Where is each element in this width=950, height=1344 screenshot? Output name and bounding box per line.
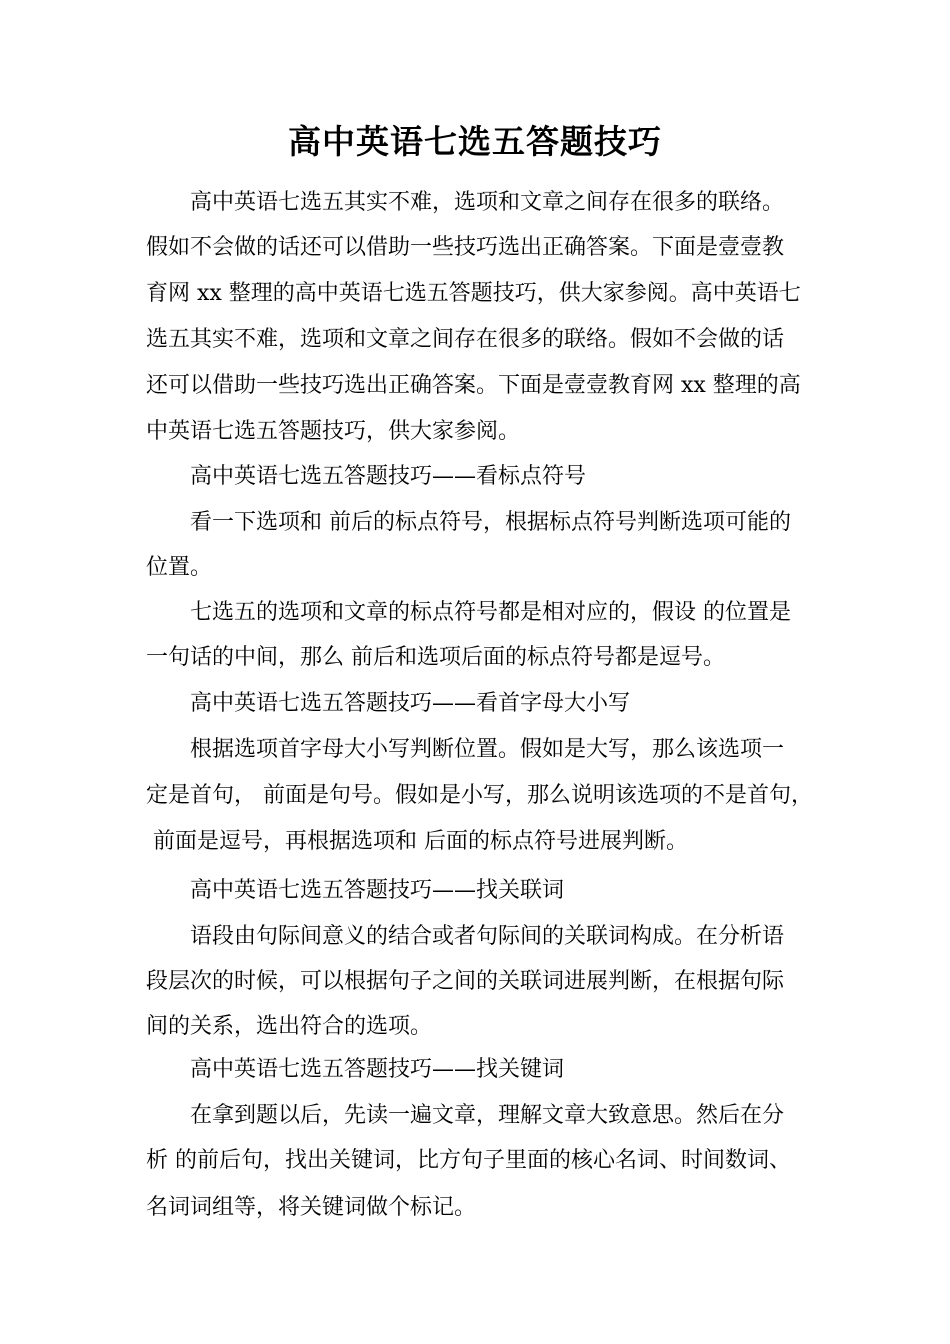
paragraph-line: 位置。 — [146, 555, 213, 580]
paragraph-line: 语段由句际间意义的结合或者句际间的关联词构成。在分析语 — [190, 924, 785, 949]
paragraph-line: 在拿到题以后，先读一遍文章，理解文章大致意思。然后在分 — [190, 1103, 785, 1128]
paragraph-line: 假如不会做的话还可以借助一些技巧选出正确答案。下面是壹壹教 — [146, 235, 785, 260]
paragraph-line: 高中英语七选五其实不难，选项和文章之间存在很多的联络。 — [190, 190, 785, 215]
document-title: 高中英语七选五答题技巧 — [288, 122, 662, 161]
section-heading: 高中英语七选五答题技巧——看标点符号 — [190, 464, 587, 489]
paragraph-line: 还可以借助一些技巧选出正确答案。下面是壹壹教育网 xx 整理的高 — [146, 373, 801, 398]
section-heading: 高中英语七选五答题技巧——看首字母大小写 — [190, 691, 631, 716]
paragraph-line: 选五其实不难，选项和文章之间存在很多的联络。假如不会做的话 — [146, 327, 785, 352]
paragraph-line: 七选五的选项和文章的标点符号都是相对应的，假设 的位置是 — [190, 600, 791, 625]
paragraph-line: 析 的前后句，找出关键词，比方句子里面的核心名词、时间数词、 — [146, 1148, 791, 1173]
paragraph-line: 名词词组等，将关键词做个标记。 — [146, 1195, 477, 1220]
paragraph-line: 根据选项首字母大小写判断位置。假如是大写，那么该选项一 — [190, 737, 785, 762]
paragraph-line: 定是首句， 前面是句号。假如是小写，那么说明该选项的不是首句， — [146, 783, 813, 808]
paragraph-line: 一句话的中间，那么 前后和选项后面的标点符号都是逗号。 — [146, 645, 725, 670]
paragraph-line: 育网 xx 整理的高中英语七选五答题技巧，供大家参阅。高中英语七 — [146, 281, 801, 306]
paragraph-line: 前面是逗号，再根据选项和 后面的标点符号进展判断。 — [146, 829, 688, 854]
section-heading: 高中英语七选五答题技巧——找关联词 — [190, 878, 565, 903]
section-heading: 高中英语七选五答题技巧——找关键词 — [190, 1057, 565, 1082]
paragraph-line: 段层次的时候，可以根据句子之间的关联词进展判断，在根据句际 — [146, 969, 785, 994]
paragraph-line: 中英语七选五答题技巧，供大家参阅。 — [146, 419, 521, 444]
paragraph-line: 看一下选项和 前后的标点符号，根据标点符号判断选项可能的 — [190, 510, 791, 535]
paragraph-line: 间的关系，选出符合的选项。 — [146, 1014, 433, 1039]
